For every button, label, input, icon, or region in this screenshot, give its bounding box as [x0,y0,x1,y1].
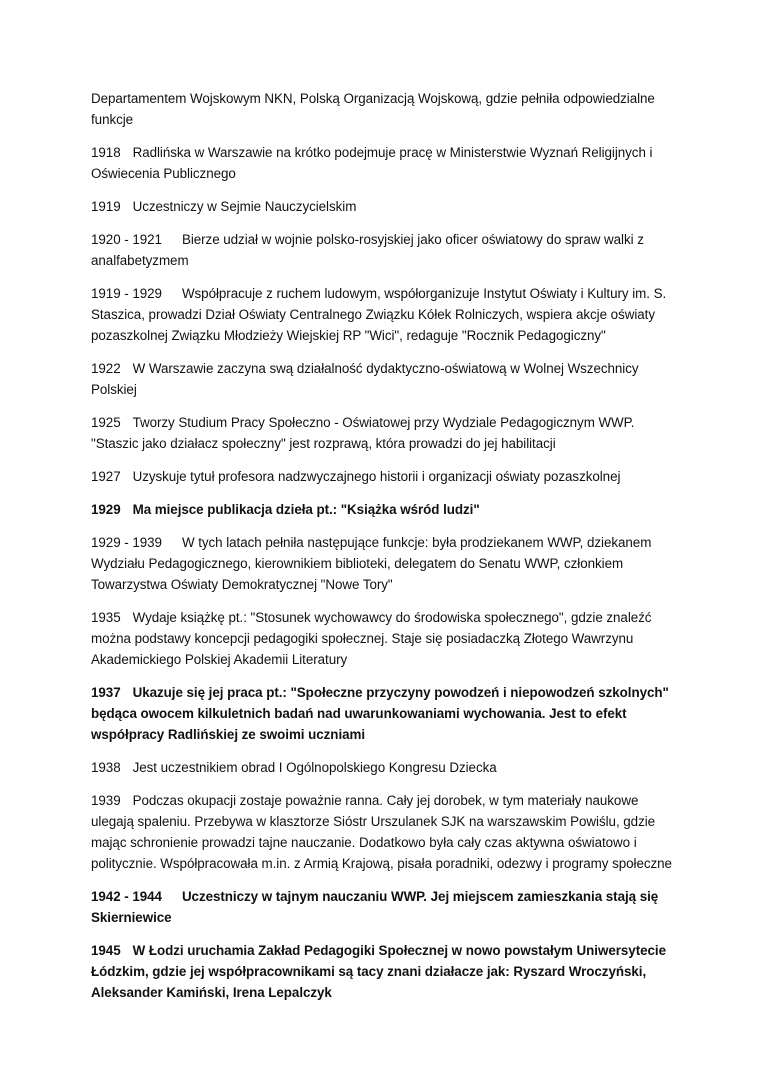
timeline-entry [91,757,681,778]
timeline-entry-highlighted [91,499,681,520]
timeline-entry [91,412,681,454]
entry-year: 1925 [91,415,121,430]
entry-year: 1945 [91,943,121,958]
timeline-entry [91,229,681,271]
entry-text: Tworzy Studium Pracy Społeczno - Oświatowej przy Wydziale Pedagogicznym WWP. "Staszic jako działacz społeczny" jest rozprawą, która prowadzi do jej habilitacji [91,415,635,451]
timeline-entry-highlighted [91,682,681,745]
timeline-entry-highlighted [91,940,681,1003]
document-page [91,88,681,1015]
entry-text: Bierze udział w wojnie polsko-rosyjskiej jako oficer oświatowy do spraw walki z analfabetyzmem [91,232,644,268]
entry-year: 1929 - 1939 [91,535,162,550]
entry-year: 1927 [91,469,121,484]
timeline-entry [91,607,681,670]
entry-year: 1920 - 1921 [91,232,162,247]
timeline-entry-highlighted [91,886,681,928]
entry-year: 1939 [91,793,121,808]
entry-text: W tych latach pełniła następujące funkcje: była prodziekanem WWP, dziekanem Wydziału Pedagogicznego, kierownikiem biblioteki, delegatem do Senatu WWP, członkiem Towarzystwa Oświaty Demokratycznej "Nowe Tory" [91,535,652,592]
entry-text: Uczestniczy w tajnym nauczaniu WWP. Jej miejscem zamieszkania stają się Skierniewice [91,889,659,925]
timeline-entry [91,532,681,595]
timeline-entry [91,196,681,217]
entry-year: 1918 [91,145,121,160]
entry-year: 1929 [91,502,121,517]
entry-text: W Warszawie zaczyna swą działalność dydaktyczno-oświatową w Wolnej Wszechnicy Polskiej [91,361,639,397]
timeline-entry [91,88,681,130]
entry-text: Podczas okupacji zostaje poważnie ranna. Cały jej dorobek, w tym materiały naukowe ulegają spaleniu. Przebywa w klasztorze Sióstr Urszulanek SJK na warszawskim Powiślu, gdzie mając schronienie prowadzi tajne nauczanie. Dodatkowo była cały czas aktywna oświatowo i politycznie. Współpracowała m.in. z Armią Krajową, pisała poradniki, odezwy i programy społeczne [91,793,672,871]
entry-text: Współpracuje z ruchem ludowym, współorganizuje Instytut Oświaty i Kultury im. S. Staszica, prowadzi Dział Oświaty Centralnego Związku Kółek Rolniczych, wspiera akcje oświaty pozaszkolnej Związku Młodzieży Wiejskiej RP "Wici", redaguje "Rocznik Pedagogiczny" [91,286,667,343]
entry-text: Radlińska w Warszawie na krótko podejmuje pracę w Ministerstwie Wyznań Religijnych i Oświecenia Publicznego [91,145,653,181]
entry-text: W Łodzi uruchamia Zakład Pedagogiki Społecznej w nowo powstałym Uniwersytecie Łódzkim, gdzie jej współpracownikami są tacy znani działacze jak: Ryszard Wroczyński, Aleksander Kamiński, Irena Lepalczyk [91,943,666,1000]
timeline-entry [91,283,681,346]
entry-text: Ma miejsce publikacja dzieła pt.: "Książka wśród ludzi" [132,502,480,517]
entry-year: 1919 - 1929 [91,286,162,301]
entry-text: Uzyskuje tytuł profesora nadzwyczajnego historii i organizacji oświaty pozaszkolnej [132,469,621,484]
entry-year: 1937 [91,685,121,700]
entry-year: 1938 [91,760,121,775]
entry-year: 1919 [91,199,121,214]
entry-text: Wydaje książkę pt.: "Stosunek wychowawcy do środowiska społecznego", gdzie znaleźć można podstawy koncepcji pedagogiki społecznej. Staje się posiadaczką Złotego Wawrzynu Akademickiego Polskiej Akademii Literatury [91,610,652,667]
timeline-entry [91,466,681,487]
entry-year: 1942 - 1944 [91,889,162,904]
entry-text: Departamentem Wojskowym NKN, Polską Organizacją Wojskową, gdzie pełniła odpowiedzialne funkcje [91,91,655,127]
timeline-entry [91,142,681,184]
timeline-entry [91,358,681,400]
timeline-entry [91,790,681,874]
entry-text: Jest uczestnikiem obrad I Ogólnopolskiego Kongresu Dziecka [132,760,497,775]
entry-year: 1922 [91,361,121,376]
entry-text: Ukazuje się jej praca pt.: "Społeczne przyczyny powodzeń i niepowodzeń szkolnych" będąca owocem kilkuletnich badań nad uwarunkowaniami wychowania. Jest to efekt współpracy Radlińskiej ze swoimi uczniami [91,685,669,742]
entry-year: 1935 [91,610,121,625]
entry-text: Uczestniczy w Sejmie Nauczycielskim [132,199,357,214]
